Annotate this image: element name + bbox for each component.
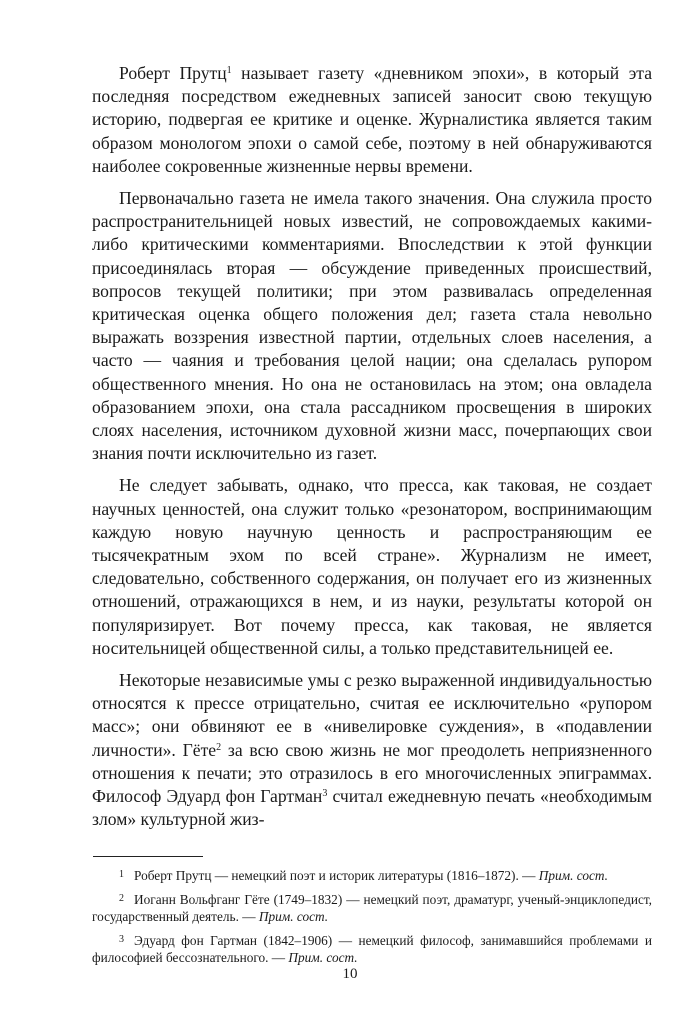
footnote-ref: 1 xyxy=(226,65,232,76)
main-text xyxy=(92,62,652,841)
paragraph: Не следует забывать, однако, что пресса, как таковая, не создает научных ценностей, она служит только «резонатором, воспринимающим каждую новую научную ценность и распространяющим ее тысячекратным эхом по всей стране». Журнализм не имеет, следовательно, собственного содержания, он получает его из жизненных отношений, отражающихся в нем, и из науки, результаты которой он популяризирует. Вот почему пресса, как таковая, не является носительницей общественной силы, а только представительницей ее. xyxy=(92,475,652,658)
page-number: 10 xyxy=(342,966,358,982)
paragraph: Роберт Прутц$^1$ называет газету «дневником эпохи», в который эта последняя посредством ежедневных записей заносит свою текущую историю, подвергая ее критике и оценке. Журналистика является таким образом монологом эпохи о самой себе, поэтому в ней обнаруживаются наиболее сокровенные жизненные нервы времени. xyxy=(92,63,652,176)
footnote: $^1$ Роберт Прутц — немецкий поэт и историк литературы (1816–1872). — Прим. сост. xyxy=(119,868,609,883)
footnote-divider xyxy=(93,856,203,857)
paragraph: Некоторые независимые умы с резко выраженной индивидуальностью относятся к прессе отрицательно, считая ее исключительно «рупором масс»; они обвиняют ее в «нивелировке суждения», в «подавлении личности». Гёте$^2$ за всю свою жизнь не мог преодолеть неприязненного отношения к печати; это отразилось в его многочисленных эпиграммах. Философ Эдуард фон Гартман$^3$ считал ежедневную печать «необходимым злом» культурной жиз- xyxy=(92,670,653,830)
footnote-ref: 2 xyxy=(216,741,222,753)
footnote: $^2$ Иоганн Вольфганг Гёте (1749–1832) — немецкий поэт, драматург, ученый-энциклопедист, государственный деятель. — Прим. сост. xyxy=(92,891,652,924)
footnote-ref: 3 xyxy=(322,788,328,800)
footnote: $^3$ Эдуард фон Гартман (1842–1906) — немецкий философ, занимавшийся проблемами и философией бессознательного. — Прим. сост. xyxy=(92,932,652,965)
footnotes xyxy=(92,866,652,972)
paragraph: Первоначально газета не имела такого значения. Она служила просто распространительницей новых известий, не сопровождаемых какими-либо критическими комментариями. Впоследствии к этой функции присоединялась вторая — обсуждение приведенных происшествий, вопросов текущей политики; при этом развивалась определенная критическая оценка общего положения дел; газета стала невольно выражать воззрения известной партии, отдельных слоев населения, а часто — чаяния и требования целой нации; она сделалась рупором общественного мнения. Но она не остановилась на этом; она овладела образованием эпохи, она стала рассадником просвещения в широких слоях населения, источником духовной жизни масс, почерпающих свои знания почти исключительно из газет. xyxy=(92,188,652,464)
